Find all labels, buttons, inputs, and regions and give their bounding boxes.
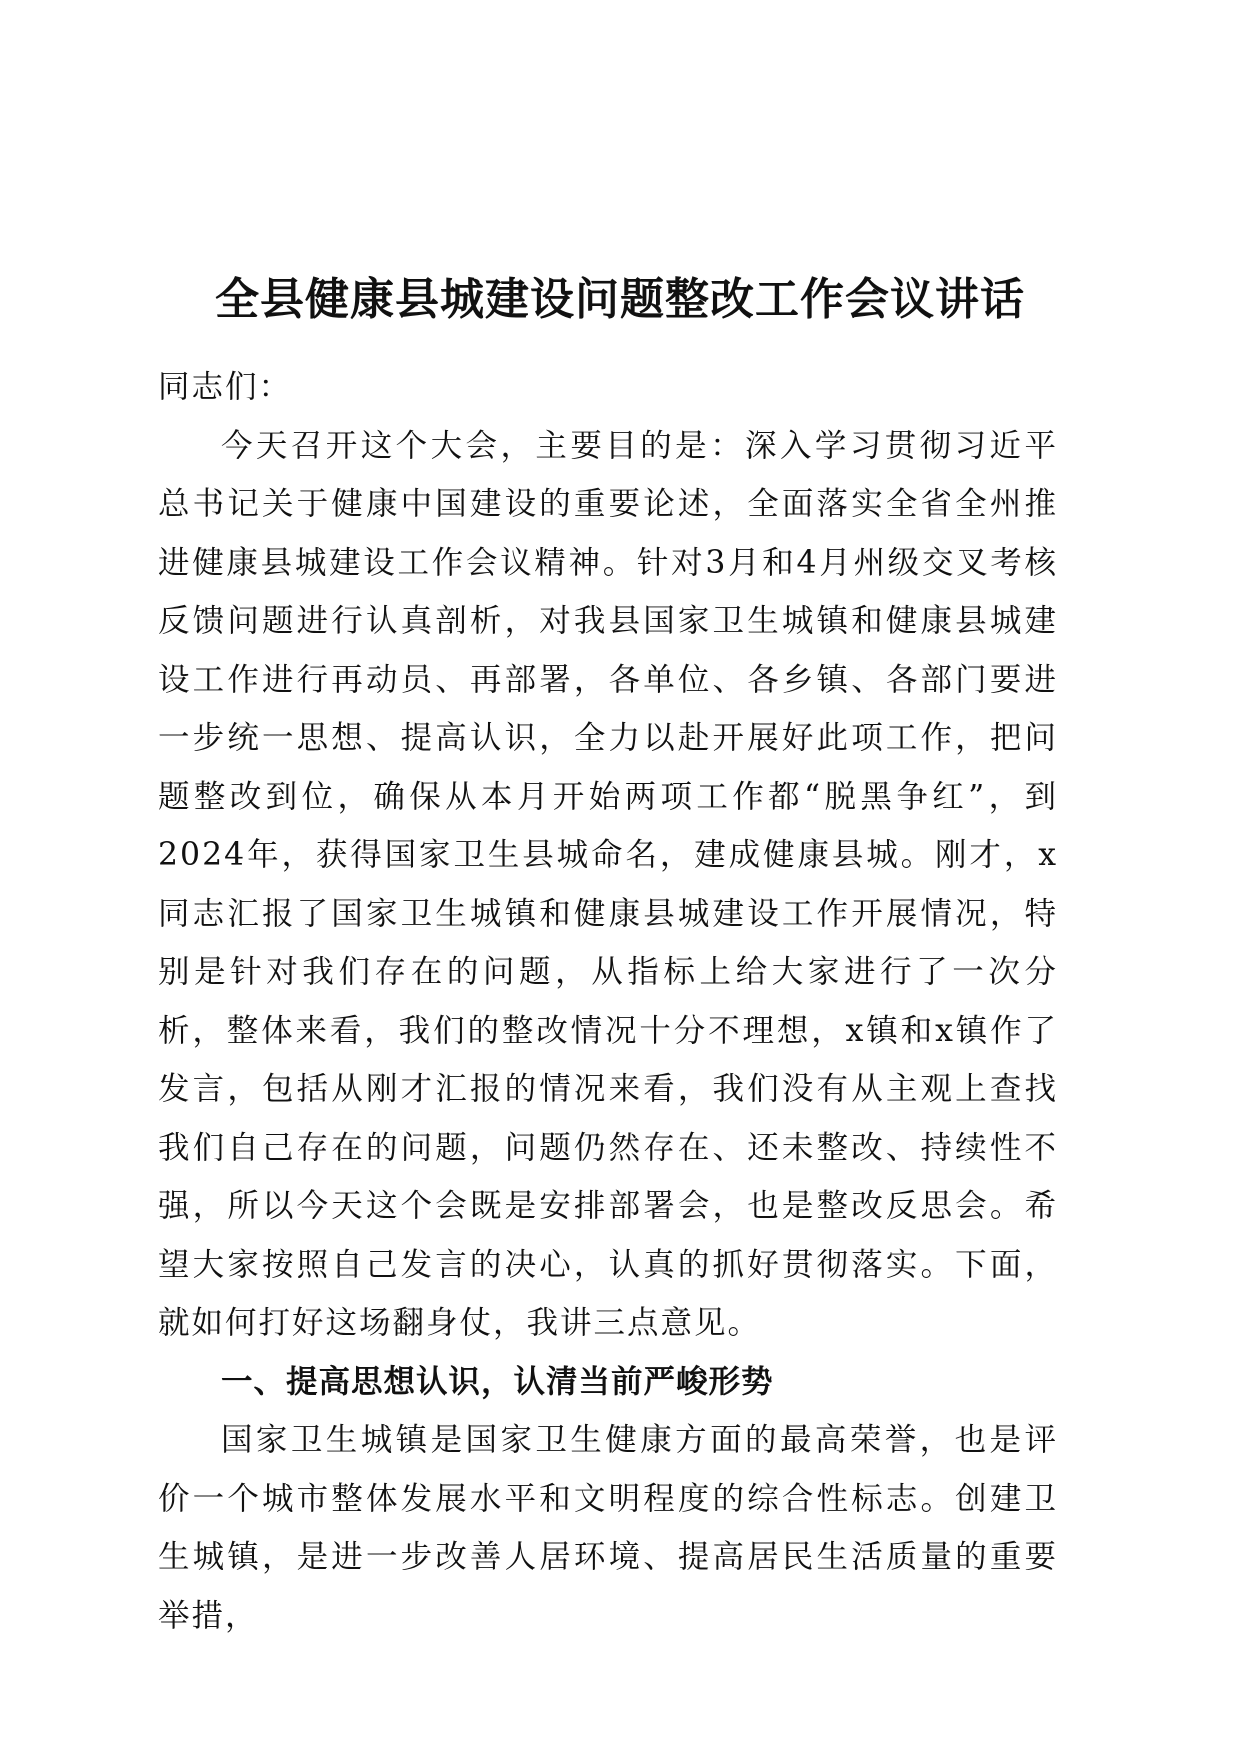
document-body [158,358,1058,1645]
section-paragraph: 国家卫生城镇是国家卫生健康方面的最高荣誉，也是评价一个城市整体发展水平和文明程度的综合性标志。创建卫生城镇，是进一步改善人居环境、提高居民生活质量的重要举措， [158,1422,1058,1634]
document-title: 全县健康县城建设问题整改工作会议讲话 [215,274,1025,325]
section-heading: 一、提高思想认识，认清当前严峻形势 [221,1363,774,1400]
salutation: 同志们： [158,369,293,405]
intro-paragraph: 今天召开这个大会，主要目的是：深入学习贯彻习近平总书记关于健康中国建设的重要论述，全面落实全省全州推进健康县城建设工作会议精神。针对3月和4月州级交叉考核反馈问题进行认真剖析，对我县国家卫生城镇和健康县城建设工作进行再动员、再部署，各单位、各乡镇、各部门要进一步统一思想、提高认识，全力以赴开展好此项工作，把问题整改到位，确保从本月开始两项工作都“脱黑争红”，到2024年，获得国家卫生县城命名，建成健康县城。刚才，x同志汇报了国家卫生城镇和健康县城建设工作开展情况，特别是针对我们存在的问题，从指标上给大家进行了一次分析，整体来看，我们的整改情况十分不理想，x镇和x镇作了发言，包括从刚才汇报的情况来看，我们没有从主观上查找我们自己存在的问题，问题仍然存在、还未整改、持续性不强，所以今天这个会既是安排部署会，也是整改反思会。希望大家按照自己发言的决心，认真的抓好贯彻落实。下面，就如何打好这场翻身仗，我讲三点意见。 [158,427,1058,1341]
